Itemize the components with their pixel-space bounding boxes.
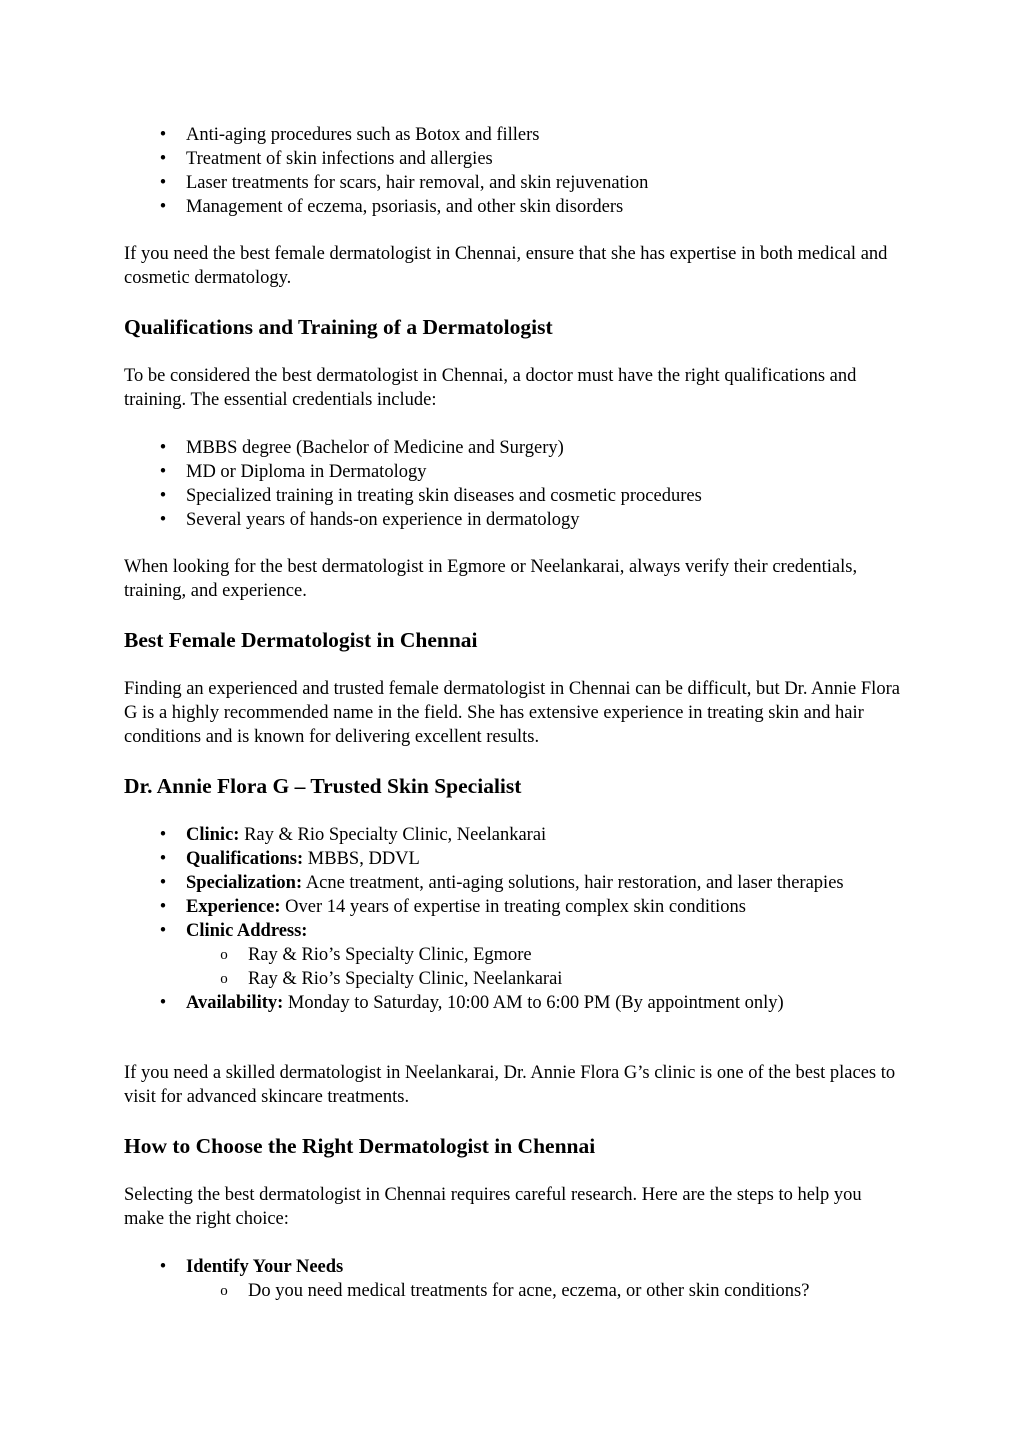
list-item-specialization: • Specialization: Acne treatment, anti-aging solutions, hair restoration, and laser therapies xyxy=(124,871,904,895)
sub-list-item: o Ray & Rio’s Specialty Clinic, Egmore xyxy=(124,943,904,967)
paragraph: Finding an experienced and trusted female dermatologist in Chennai can be difficult, but Dr. Annie Flora G is a highly recommended name in the field. She has extensive experience in treating skin and hair conditions and is known for delivering excellent results. xyxy=(124,679,900,747)
bullet-icon: • xyxy=(159,873,167,893)
bullet-icon: • xyxy=(159,921,167,941)
bullet-icon: • xyxy=(159,197,167,217)
sub-bullet-icon: o xyxy=(220,1283,228,1299)
credentials-list xyxy=(124,436,904,532)
list-item-availability: • Availability: Monday to Saturday, 10:00 AM to 6:00 PM (By appointment only) xyxy=(124,991,904,1015)
bullet-icon: • xyxy=(159,462,167,482)
steps-list xyxy=(124,1255,904,1303)
paragraph: When looking for the best dermatologist in Egmore or Neelankarai, always verify their credentials, training, and experience. xyxy=(124,557,858,601)
sub-bullet-icon: o xyxy=(220,947,228,963)
list-item: • Management of eczema, psoriasis, and other skin disorders xyxy=(124,195,904,219)
list-item: • MD or Diploma in Dermatology xyxy=(124,460,904,484)
paragraph: To be considered the best dermatologist in Chennai, a doctor must have the right qualifications and training. The essential credentials include: xyxy=(124,366,857,410)
list-item: • Treatment of skin infections and allergies xyxy=(124,147,904,171)
bullet-icon: • xyxy=(159,486,167,506)
section-heading: How to Choose the Right Dermatologist in Chennai xyxy=(124,1134,596,1158)
doctor-profile-list xyxy=(124,823,904,1015)
list-item: • MBBS degree (Bachelor of Medicine and Surgery) xyxy=(124,436,904,460)
section-heading: Best Female Dermatologist in Chennai xyxy=(124,628,478,652)
sub-list-item: o Ray & Rio’s Specialty Clinic, Neelankarai xyxy=(124,967,904,991)
bullet-icon: • xyxy=(159,125,167,145)
bullet-icon: • xyxy=(159,510,167,530)
list-item-qualifications: • Qualifications: MBBS, DDVL xyxy=(124,847,904,871)
list-item: • Specialized training in treating skin diseases and cosmetic procedures xyxy=(124,484,904,508)
bullet-icon: • xyxy=(159,897,167,917)
paragraph: If you need the best female dermatologist in Chennai, ensure that she has expertise in both medical and cosmetic dermatology. xyxy=(124,244,888,288)
list-item-step: • Identify Your Needs xyxy=(124,1255,904,1279)
bullet-icon: • xyxy=(159,149,167,169)
paragraph: Selecting the best dermatologist in Chennai requires careful research. Here are the steps to help you make the right choice: xyxy=(124,1185,862,1229)
section-heading: Qualifications and Training of a Dermatologist xyxy=(124,315,553,339)
paragraph: If you need a skilled dermatologist in Neelankarai, Dr. Annie Flora G’s clinic is one of the best places to visit for advanced skincare treatments. xyxy=(124,1063,896,1107)
bullet-icon: • xyxy=(159,173,167,193)
bullet-icon: • xyxy=(159,993,167,1013)
bullet-icon: • xyxy=(159,438,167,458)
list-item-experience: • Experience: Over 14 years of expertise in treating complex skin conditions xyxy=(124,895,904,919)
bullet-icon: • xyxy=(159,1257,167,1277)
list-item: • Several years of hands-on experience in dermatology xyxy=(124,508,904,532)
bullet-icon: • xyxy=(159,849,167,869)
bullet-icon: • xyxy=(159,825,167,845)
services-list xyxy=(124,123,904,219)
list-item: • Laser treatments for scars, hair removal, and skin rejuvenation xyxy=(124,171,904,195)
sub-list-item: o Do you need medical treatments for acne, eczema, or other skin conditions? xyxy=(124,1279,904,1303)
list-item-clinic-address: • Clinic Address: xyxy=(124,919,904,943)
section-heading: Dr. Annie Flora G – Trusted Skin Specialist xyxy=(124,774,522,798)
list-item-clinic: • Clinic: Ray & Rio Specialty Clinic, Neelankarai xyxy=(124,823,904,847)
list-item: • Anti-aging procedures such as Botox and fillers xyxy=(124,123,904,147)
sub-bullet-icon: o xyxy=(220,971,228,987)
